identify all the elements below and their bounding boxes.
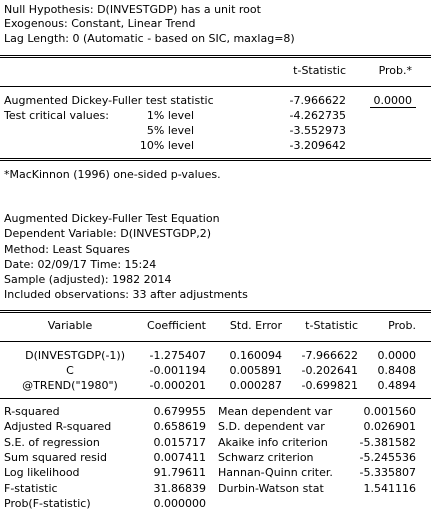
stat-value: -5.245536: [359, 451, 416, 464]
stat-value: 0.000000: [153, 497, 206, 510]
stat-value: 0.026901: [363, 420, 416, 433]
col-header-prob: Prob.*: [378, 64, 412, 77]
stat-label: S.E. of regression: [4, 436, 100, 449]
null-hypothesis: Null Hypothesis: D(INVESTGDP) has a unit root: [4, 3, 261, 16]
coef-variable: @TREND("1980"): [22, 379, 118, 392]
stat-label: R-squared: [4, 405, 60, 418]
date-time-line: Date: 02/09/17 Time: 15:24: [4, 258, 157, 271]
stat-value: 1.541116: [363, 482, 416, 495]
coef-prob: 0.0000: [377, 349, 416, 362]
critical-level: 1% level: [146, 109, 194, 122]
stat-value: 91.79611: [153, 466, 206, 479]
table-rule: [0, 341, 431, 342]
coef-stderror: 0.160094: [229, 349, 282, 362]
coef-tstat: -0.699821: [301, 379, 358, 392]
coef-prob: 0.4894: [377, 379, 416, 392]
stat-value: 0.679955: [153, 405, 206, 418]
stat-value: 0.658619: [153, 420, 206, 433]
critical-value: -4.262735: [289, 109, 346, 122]
stat-label: Akaike info criterion: [218, 436, 328, 449]
adf-stat-value: -7.966622: [289, 94, 346, 107]
mackinnon-footnote: *MacKinnon (1996) one-sided p-values.: [4, 168, 221, 181]
sample-line: Sample (adjusted): 1982 2014: [4, 273, 172, 286]
stat-label: Prob(F-statistic): [4, 497, 91, 510]
exogenous-line: Exogenous: Constant, Linear Trend: [4, 17, 196, 30]
adf-stat-label: Augmented Dickey-Fuller test statistic: [4, 94, 214, 107]
critical-value: -3.552973: [289, 124, 346, 137]
stat-label: Mean dependent var: [218, 405, 333, 418]
stat-value: 0.007411: [153, 451, 206, 464]
stat-label: Sum squared resid: [4, 451, 107, 464]
coef-stderror: 0.000287: [229, 379, 282, 392]
coef-value: -1.275407: [149, 349, 206, 362]
stat-label: Hannan-Quinn criter.: [218, 466, 333, 479]
coef-value: -0.001194: [149, 364, 206, 377]
critical-level: 10% level: [139, 139, 194, 152]
coef-header-prob: Prob.: [388, 319, 416, 332]
critical-level: 5% level: [146, 124, 194, 137]
coef-stderror: 0.005891: [229, 364, 282, 377]
coef-header-tstat: t-Statistic: [305, 319, 358, 332]
stat-label: Schwarz criterion: [218, 451, 314, 464]
critical-value: -3.209642: [289, 139, 346, 152]
adf-stat-prob: 0.0000: [373, 94, 412, 107]
stat-label: Durbin-Watson stat: [218, 482, 324, 495]
coef-tstat: -7.966622: [301, 349, 358, 362]
dependent-variable: Dependent Variable: D(INVESTGDP,2): [4, 227, 212, 240]
lag-length-line: Lag Length: 0 (Automatic - based on SIC, maxlag=8): [4, 32, 295, 45]
col-header-tstat: t-Statistic: [293, 64, 346, 77]
stat-label: Adjusted R-squared: [4, 420, 112, 433]
prob-underline: [370, 107, 416, 108]
stat-value: -5.335807: [359, 466, 416, 479]
coef-variable: C: [66, 364, 74, 377]
table-rule: [0, 158, 431, 161]
coef-header-coefficient: Coefficient: [147, 319, 206, 332]
stat-value: 0.015717: [153, 436, 206, 449]
table-rule: [0, 310, 431, 313]
critical-values-label: Test critical values:: [4, 109, 109, 122]
coef-header-variable: Variable: [47, 319, 93, 332]
stat-value: -5.381582: [359, 436, 416, 449]
stat-value: 0.001560: [363, 405, 416, 418]
stat-value: 31.86839: [153, 482, 206, 495]
stat-label: S.D. dependent var: [218, 420, 325, 433]
coef-prob: 0.8408: [377, 364, 416, 377]
table-rule: [0, 86, 431, 87]
observations-line: Included observations: 33 after adjustments: [4, 288, 248, 301]
coef-tstat: -0.202641: [301, 364, 358, 377]
method-line: Method: Least Squares: [4, 243, 130, 256]
stat-label: F-statistic: [4, 482, 58, 495]
table-rule: [0, 55, 431, 58]
stat-label: Log likelihood: [4, 466, 80, 479]
coef-value: -0.000201: [149, 379, 206, 392]
coef-header-stderror: Std. Error: [229, 319, 282, 332]
table-rule: [0, 398, 431, 399]
coef-variable: D(INVESTGDP(-1)): [25, 349, 125, 362]
equation-title: Augmented Dickey-Fuller Test Equation: [4, 212, 220, 225]
